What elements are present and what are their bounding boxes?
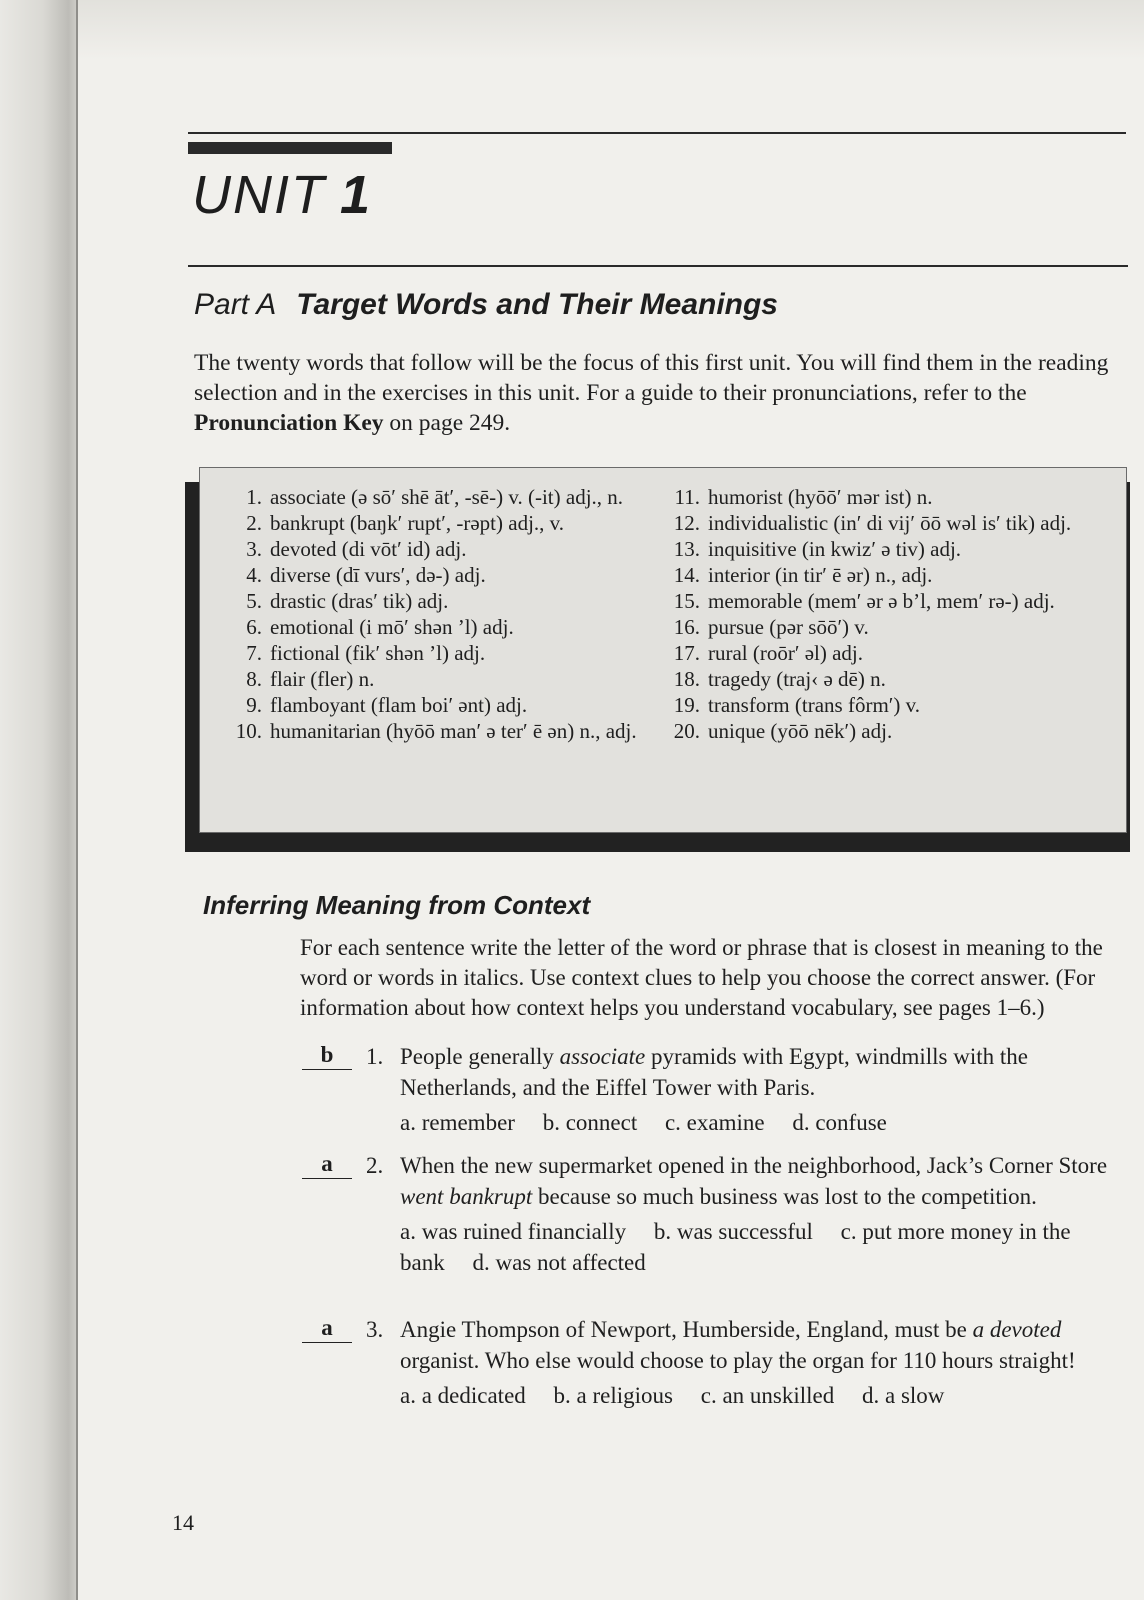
- intro-paragraph: [194, 348, 1134, 438]
- word-number: 14.: [673, 563, 700, 587]
- answer-blank[interactable]: a: [302, 1150, 352, 1179]
- question-number: 2.: [366, 1153, 384, 1178]
- word-text: individualistic (in′ di vij′ ōō wəl is′ tik) adj.: [708, 511, 1072, 535]
- word-entry: [228, 588, 658, 614]
- question-1: [302, 1041, 1122, 1138]
- word-text: fictional (fik′ shən ’l) adj.: [270, 641, 486, 665]
- word-text: humanitarian (hyōō man′ ə ter′ ē ən) n., adj.: [270, 719, 637, 743]
- option-d: d. confuse: [792, 1110, 887, 1135]
- word-number: 1.: [246, 485, 262, 509]
- word-number: 18.: [673, 667, 700, 691]
- word-number: 6.: [246, 615, 262, 639]
- word-number: 3.: [246, 537, 262, 561]
- word-entry: [666, 588, 1106, 614]
- word-number: 20.: [673, 719, 700, 743]
- word-number: 7.: [246, 641, 262, 665]
- word-text: diverse (dī vurs′, də-) adj.: [270, 563, 486, 587]
- question-text: When the new supermarket opened in the neighborhood, Jack’s Corner Store went bankrupt because so much business was lost to the competition.: [400, 1153, 1108, 1209]
- word-number: 10.: [235, 719, 262, 743]
- question-number: 1.: [366, 1044, 384, 1069]
- part-heading: [194, 288, 778, 322]
- italic-term: went bankrupt: [400, 1184, 533, 1209]
- option-b: b. connect: [542, 1110, 638, 1135]
- option-b: b. a religious: [553, 1383, 673, 1408]
- word-text: humorist (hyōō′ mər ist) n.: [708, 485, 933, 509]
- header-rule-top: [188, 132, 1126, 134]
- part-title: Target Words and Their Meanings: [296, 288, 778, 321]
- option-a: a. remember: [400, 1110, 515, 1135]
- answer-options: [400, 1216, 1122, 1278]
- page-shading: [78, 0, 1144, 60]
- answer-blank[interactable]: a: [302, 1314, 352, 1343]
- question-3: [302, 1314, 1122, 1411]
- word-text: tragedy (traj‹ ə dē) n.: [708, 667, 886, 691]
- word-entry: [666, 614, 1106, 640]
- word-entry: [228, 484, 658, 510]
- unit-title: [192, 164, 372, 226]
- question-text: People generally associate pyramids with Egypt, windmills with the Netherlands, and the Eiffel Tower with Paris.: [400, 1044, 1028, 1100]
- intro-text-end: on page 249.: [383, 410, 511, 436]
- inferring-instructions: For each sentence write the letter of the word or phrase that is closest in meaning to the word or words in italics. Use context clues to help you choose the correct answer. (For information about how context helps you understand vocabulary, see pages 1–6.): [300, 935, 1103, 1020]
- section-rule: [188, 265, 1128, 267]
- word-number: 15.: [673, 589, 700, 613]
- unit-number: 1: [339, 165, 373, 225]
- word-entry: [666, 562, 1106, 588]
- word-entry: [228, 614, 658, 640]
- word-entry: [228, 718, 658, 744]
- word-number: 12.: [673, 511, 700, 535]
- question-2: [302, 1150, 1122, 1278]
- binding-edge: [76, 0, 78, 1600]
- word-entry: [228, 510, 658, 536]
- word-number: 2.: [246, 511, 262, 535]
- word-entry: [666, 666, 1106, 692]
- word-number: 16.: [673, 615, 700, 639]
- italic-term: a devoted: [972, 1317, 1062, 1342]
- word-entry: [666, 510, 1106, 536]
- word-text: flamboyant (flam boi′ ənt) adj.: [270, 693, 528, 717]
- word-entry: [228, 536, 658, 562]
- word-list-left: [228, 484, 658, 744]
- answer-options: [400, 1107, 1122, 1138]
- word-text: pursue (pər sōō′) v.: [708, 615, 869, 639]
- option-a: a. a dedicated: [400, 1383, 526, 1408]
- intro-text: The twenty words that follow will be the focus of this first unit. You will find them in the reading selection and in the exercises in this unit. For a guide to their pronunciations, refer to the: [194, 350, 1109, 406]
- word-number: 17.: [673, 641, 700, 665]
- answer-blank[interactable]: b: [302, 1041, 352, 1070]
- option-c: c. an unskilled: [700, 1383, 835, 1408]
- word-entry: [666, 640, 1106, 666]
- word-text: unique (yōō nēk′) adj.: [708, 719, 893, 743]
- inferring-heading: Inferring Meaning from Context: [203, 890, 591, 920]
- word-text: rural (roōr′ əl) adj.: [708, 641, 864, 665]
- word-number: 13.: [673, 537, 700, 561]
- word-number: 11.: [674, 485, 700, 509]
- word-entry: [666, 718, 1106, 744]
- unit-label: UNIT: [192, 165, 326, 225]
- answer-options: [400, 1380, 1122, 1411]
- word-text: flair (fler) n.: [270, 667, 375, 691]
- word-text: drastic (dras′ tik) adj.: [270, 589, 449, 613]
- word-list-right: [666, 484, 1106, 744]
- word-entry: [228, 666, 658, 692]
- option-c: c. examine: [664, 1110, 765, 1135]
- option-c: c. put more money in the bank: [400, 1219, 1071, 1275]
- word-number: 8.: [246, 667, 262, 691]
- word-entry: [228, 692, 658, 718]
- option-d: d. was not affected: [472, 1250, 646, 1275]
- page-number: 14: [172, 1510, 194, 1535]
- question-number: 3.: [366, 1317, 384, 1342]
- word-text: bankrupt (baŋk′ rupt′, -rəpt) adj., v.: [270, 511, 565, 535]
- target-words-box: [199, 467, 1127, 833]
- word-text: emotional (i mō′ shən ’l) adj.: [270, 615, 514, 639]
- word-entry: [228, 640, 658, 666]
- word-text: devoted (di vōt′ id) adj.: [270, 537, 467, 561]
- option-a: a. was ruined financially: [400, 1219, 627, 1244]
- word-text: interior (in tir′ ē ər) n., adj.: [708, 563, 933, 587]
- pronunciation-key-ref: Pronunciation Key: [194, 410, 384, 436]
- option-d: d. a slow: [861, 1383, 945, 1408]
- italic-term: associate: [559, 1044, 646, 1069]
- word-text: transform (trans fôrm′) v.: [708, 693, 920, 717]
- word-entry: [666, 692, 1106, 718]
- word-number: 19.: [673, 693, 700, 717]
- word-number: 9.: [246, 693, 262, 717]
- word-text: inquisitive (in kwiz′ ə tiv) adj.: [708, 537, 962, 561]
- word-number: 4.: [246, 563, 262, 587]
- option-b: b. was successful: [653, 1219, 813, 1244]
- word-text: associate (ə sō′ shē āt′, -sē-) v. (-it) adj., n.: [270, 485, 624, 509]
- word-entry: [666, 536, 1106, 562]
- word-entry: [666, 484, 1106, 510]
- word-number: 5.: [246, 589, 262, 613]
- word-entry: [228, 562, 658, 588]
- word-text: memorable (mem′ ər ə b’l, mem′ rə-) adj.: [708, 589, 1055, 613]
- part-label: Part A: [194, 288, 277, 321]
- header-thick-rule: [188, 142, 392, 154]
- page-binding: [0, 0, 78, 1600]
- question-text: Angie Thompson of Newport, Humberside, England, must be a devoted organist. Who else would choose to play the organ for 110 hours straight!: [400, 1317, 1076, 1373]
